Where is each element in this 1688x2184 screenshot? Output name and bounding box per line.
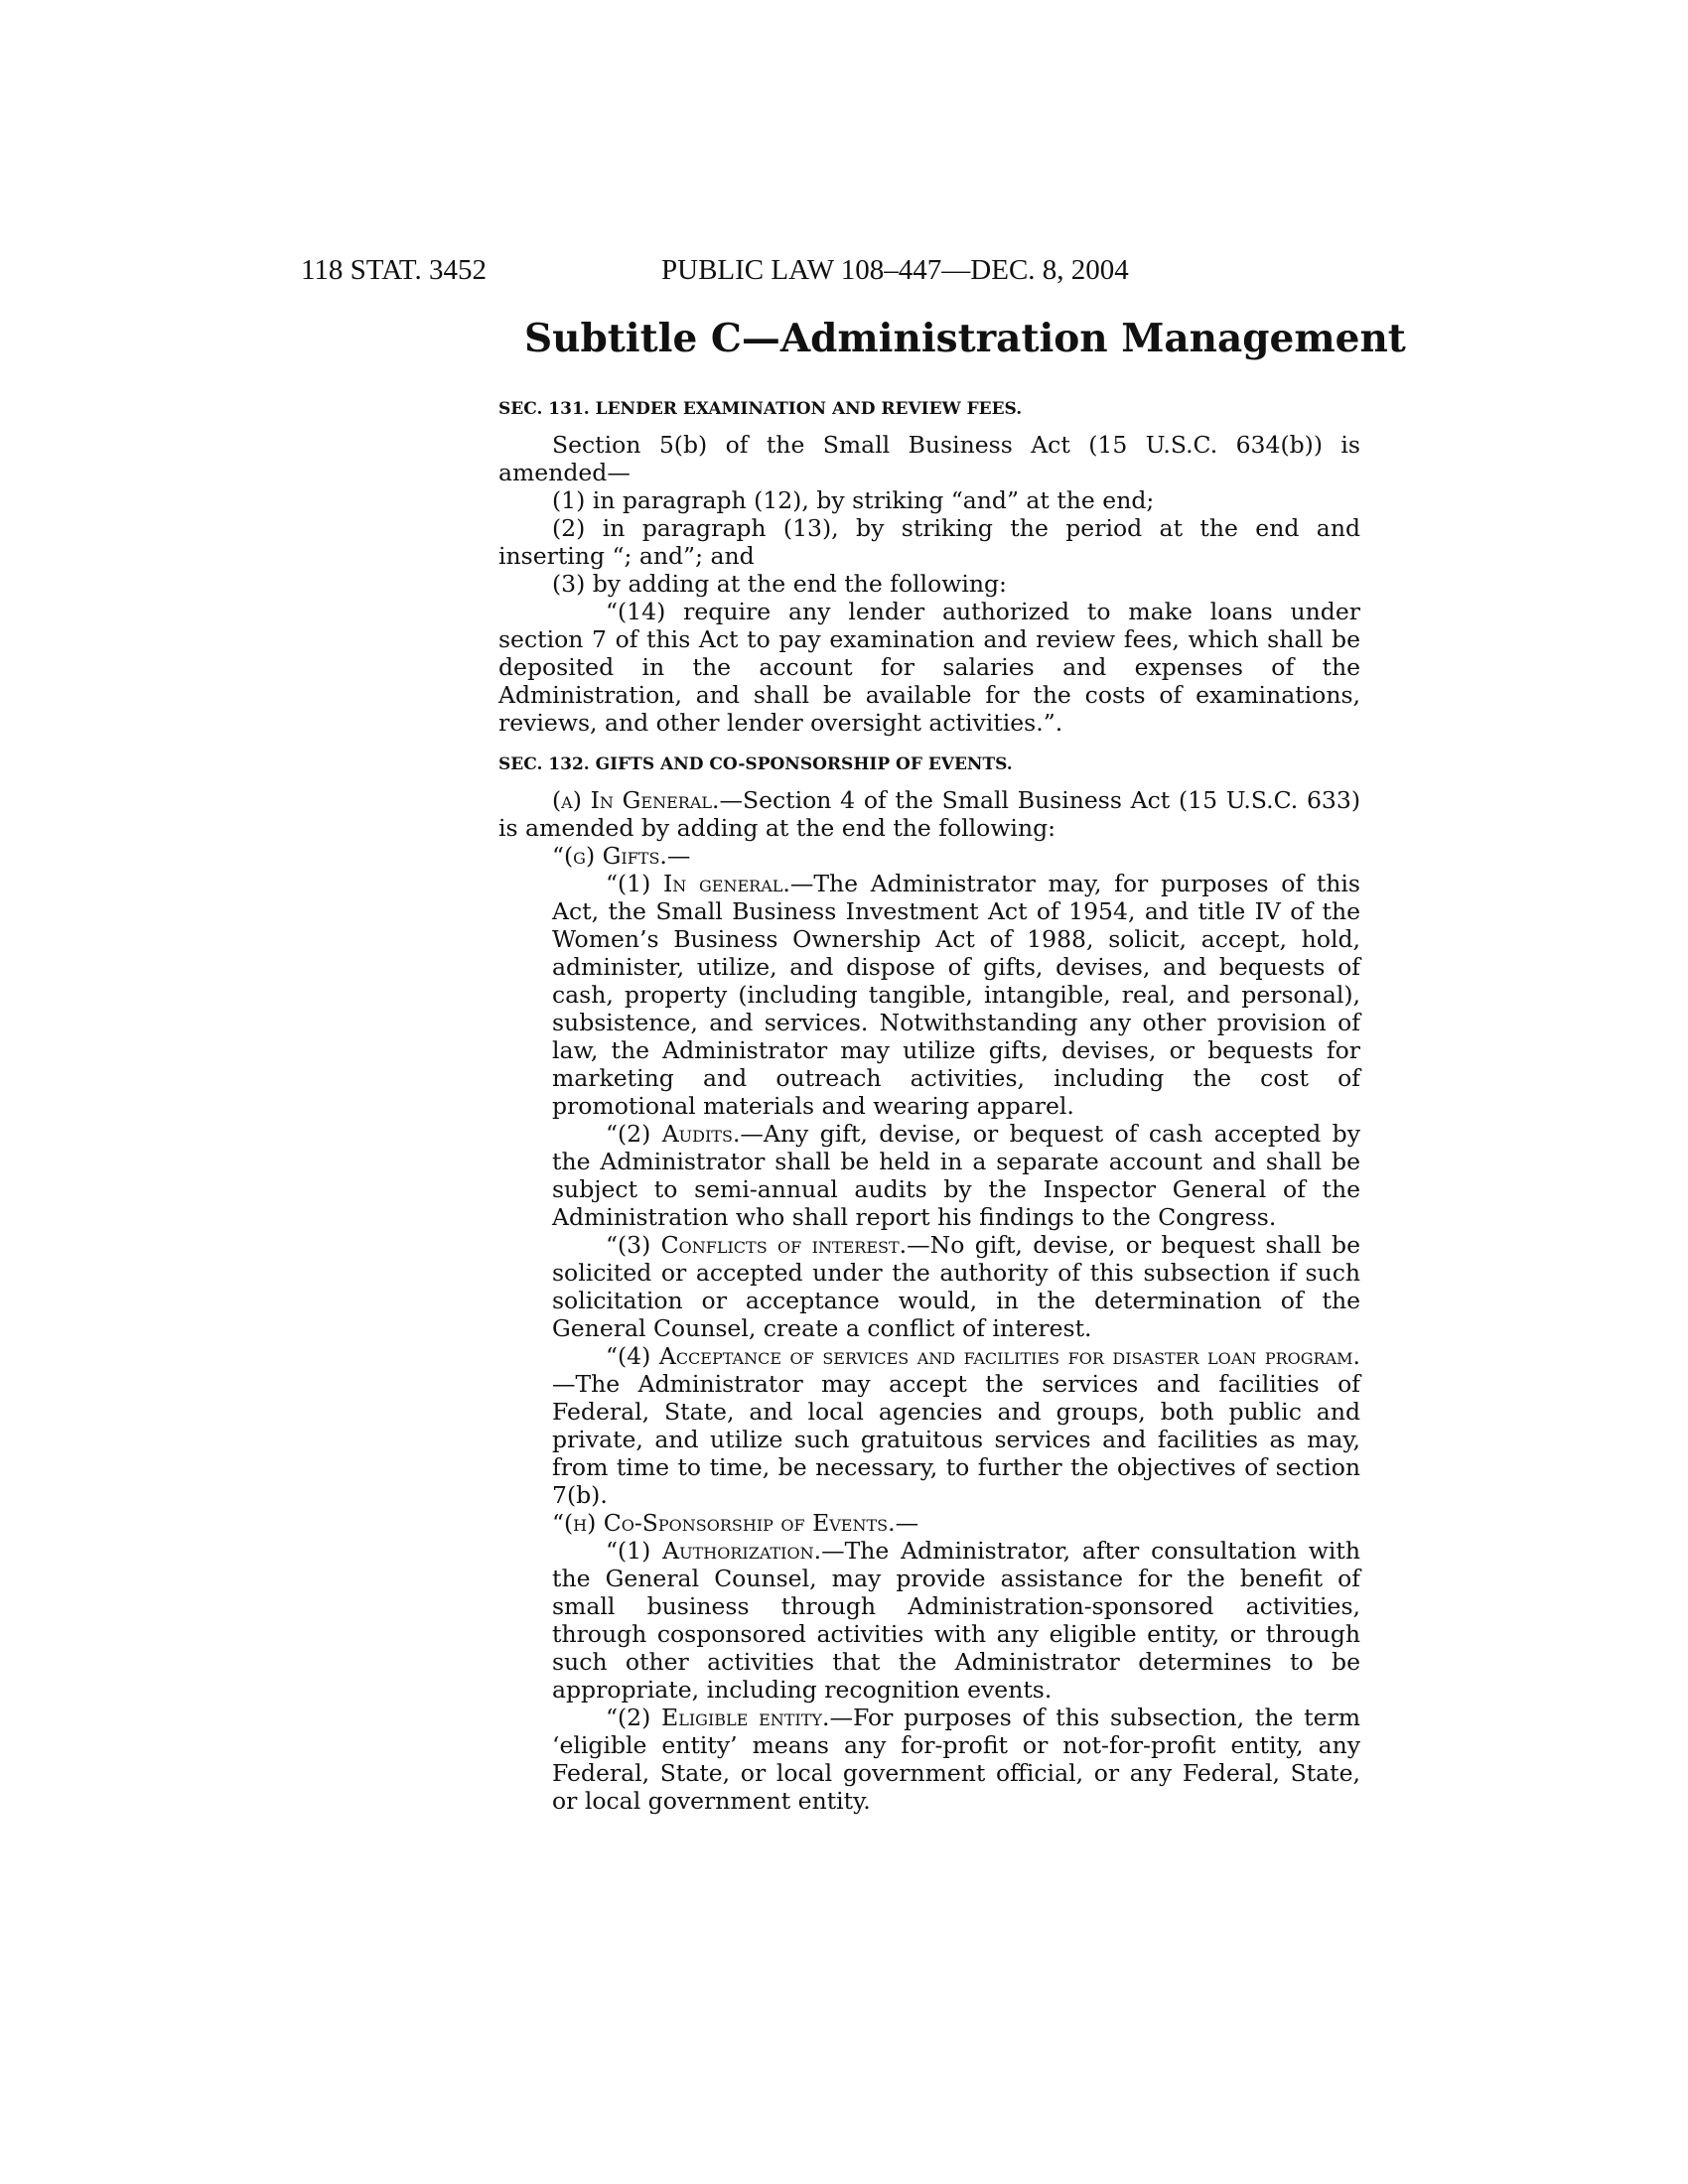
g2-text: —Any gift, devise, or bequest of cash accepted by the Administrator shall be held in a separate account and shall be subject to semi-annual audits by the Inspector General of the Administration who shall report his findings to the Congress. [552,1120,1361,1231]
paragraph-g2 [552,1120,1360,1231]
running-header [0,250,1688,290]
g4-text: —The Administrator may accept the services and facilities of Federal, State, and local agencies and groups, both public and private, and utilize such gratuitous services and facilities as may, from time to time, be necessary, to further the objectives of section 7(b). [552,1370,1360,1509]
g4-label: “(4) Acceptance of services and facilities for disaster loan program. [606,1342,1360,1370]
h1-label: “(1) Authorization. [606,1537,822,1565]
paragraph-g1 [552,870,1360,1120]
subsection-a-label: (a) In General. [552,786,720,814]
subtitle-heading: Subtitle C—Administration Management [524,316,1406,361]
section-131-paragraph-14: “(14) require any lender authorized to make loans under section 7 of this Act to pay examination and review fees, which shall be deposited in the account for salaries and expenses of the Administration, and shall be available for the costs of examinations, reviews, and other lender oversight activities.”. [498,598,1360,737]
statute-citation: 118 STAT. 3452 [301,254,487,286]
paragraph-h2 [552,1704,1360,1815]
public-law-citation: PUBLIC LAW 108–447—DEC. 8, 2004 [661,254,1129,286]
g3-text: —No gift, devise, or bequest shall be solicited or accepted under the authority of this subsection if such solicitation or acceptance would, in the determination of the General Counsel, create a conflict of interest. [552,1231,1360,1342]
g1-text: —The Administrator may, for purposes of this Act, the Small Business Investment Act of 1954, and title IV of the Women’s Business Ownership Act of 1988, solicit, accept, hold, administer, utilize, and dispose of gifts, devises, and bequests of cash, property (including tangible, intangible, real, and personal), subsistence, and services. Notwithstanding any other provision of law, the Administrator may utilize gifts, devises, or bequests for marketing and outreach activities, including the cost of promotional materials and wearing apparel. [552,870,1360,1120]
subsection-g-heading [498,842,1360,870]
section-132-heading: SEC. 132. GIFTS AND CO-SPONSORSHIP OF EVENTS. [498,754,1013,774]
subsection-h-heading [498,1509,1360,1537]
section-131-item-2: (2) in paragraph (13), by striking the period at the end and inserting “; and”; and [498,514,1360,570]
h2-text: —For purposes of this subsection, the term ‘eligible entity’ means any for-profit or not-for-profit entity, any Federal, State, or local government official, or any Federal, State, or local government entity. [552,1704,1360,1815]
section-132-subsection-a [498,786,1360,842]
g1-label: “(1) In general. [606,870,790,897]
paragraph-h1 [552,1537,1360,1704]
subsection-h-label: “(h) Co-Sponsorship of Events.— [552,1509,919,1537]
g2-label: “(2) Audits. [606,1120,741,1148]
paragraph-g4 [552,1342,1360,1509]
section-131-heading: SEC. 131. LENDER EXAMINATION AND REVIEW FEES. [498,399,1023,419]
section-131-item-1: (1) in paragraph (12), by striking “and” at the end; [552,486,1155,514]
paragraph-g3 [552,1231,1360,1342]
h1-text: —The Administrator, after consultation with the General Counsel, may provide assistance for the benefit of small business through Administration-sponsored activities, through cosponsored activities with any eligible entity, or through such other activities that the Administrator determines to be appropriate, including recognition events. [552,1537,1360,1704]
subsection-g-label: “(g) Gifts.— [552,842,691,870]
section-131-item-3: (3) by adding at the end the following: [552,570,1007,598]
section-131-intro: Section 5(b) of the Small Business Act (15 U.S.C. 634(b)) is amended— [498,431,1360,486]
subsection-a-text: —Section 4 of the Small Business Act (15 U.S.C. 633) is amended by adding at the end the following: [498,786,1360,842]
document-body [498,395,1360,1815]
g3-label: “(3) Conflicts of interest. [606,1231,908,1259]
h2-label: “(2) Eligible entity. [606,1704,830,1731]
